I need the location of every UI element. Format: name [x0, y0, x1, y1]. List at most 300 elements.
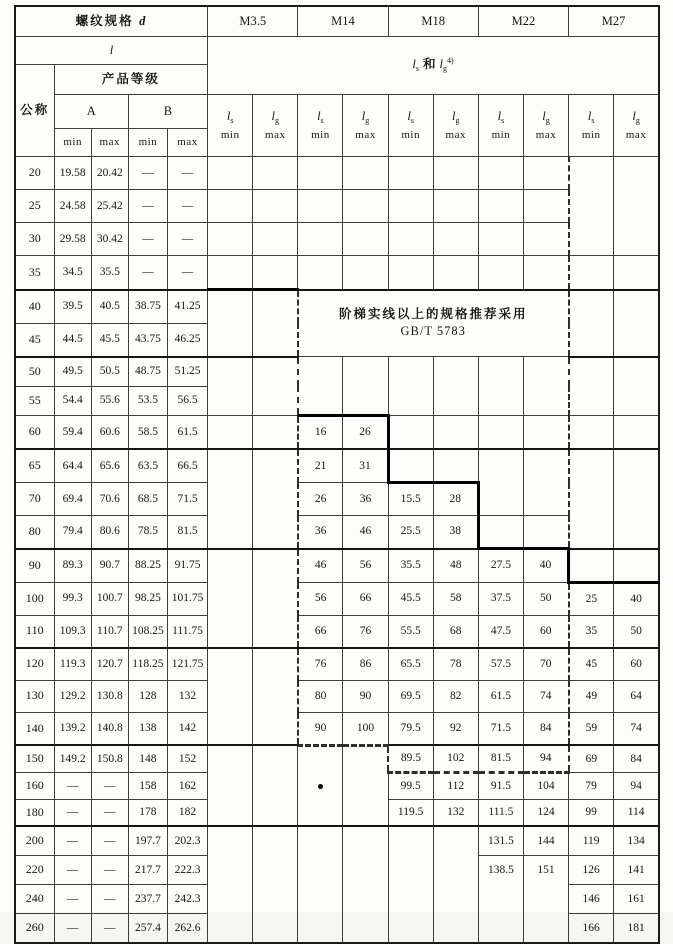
value-cell: — [128, 256, 167, 290]
value-cell [208, 223, 253, 256]
thread-spec-header [15, 6, 208, 37]
nominal-cell: 45 [15, 323, 54, 357]
note-cell [298, 290, 569, 357]
empty-cell [569, 449, 614, 483]
empty-cell [343, 745, 388, 773]
empty-cell [208, 914, 253, 944]
value-cell: 131.5 [478, 826, 523, 856]
empty-cell [478, 416, 523, 450]
value-cell: 152 [167, 745, 207, 773]
value-cell: 111.5 [478, 800, 523, 827]
value-cell: 110.7 [91, 615, 128, 648]
value-cell: — [91, 800, 128, 827]
subscript: g [443, 64, 448, 74]
value-cell: 197.7 [128, 826, 167, 856]
value-cell: 161 [614, 885, 659, 914]
empty-cell [253, 745, 298, 773]
value-cell: 222.3 [167, 856, 207, 885]
value-cell: 16 [298, 416, 343, 450]
l-symbol: l [407, 109, 411, 124]
value-cell: 80.6 [91, 516, 128, 549]
empty-cell [433, 826, 478, 856]
value-cell: 39.5 [54, 290, 91, 324]
empty-cell [388, 416, 433, 450]
empty-cell [388, 357, 433, 387]
empty-cell [298, 386, 343, 416]
length-symbol-header [15, 37, 208, 65]
minmax-label: min [491, 129, 511, 142]
value-cell: 158 [128, 773, 167, 800]
empty-cell [569, 386, 614, 416]
value-cell: 74 [614, 712, 659, 745]
value-cell: — [128, 223, 167, 256]
value-cell: 118.25 [128, 648, 167, 681]
empty-cell [523, 190, 568, 223]
value-cell: 25.5 [388, 516, 433, 549]
empty-cell [523, 416, 568, 450]
minmax-line [434, 127, 478, 144]
value-cell: 38 [433, 516, 478, 549]
value-cell: 20.42 [91, 157, 128, 190]
minmax-label: min [220, 129, 240, 142]
empty-cell [614, 483, 659, 516]
empty-cell [569, 416, 614, 450]
table-row [15, 615, 659, 648]
subscript: s [501, 116, 505, 126]
value-cell: 60 [523, 615, 568, 648]
value-cell: — [54, 885, 91, 914]
empty-cell [388, 386, 433, 416]
size-header [208, 6, 298, 37]
empty-cell [523, 157, 568, 190]
empty-cell [433, 223, 478, 256]
value-cell: 45.5 [91, 323, 128, 357]
value-cell: 30.42 [91, 223, 128, 256]
empty-cell [253, 914, 298, 944]
value-cell: — [91, 885, 128, 914]
empty-cell [478, 256, 523, 290]
value-cell: — [54, 914, 91, 944]
value-cell: 37.5 [478, 582, 523, 615]
empty-cell [433, 885, 478, 914]
empty-cell [433, 256, 478, 290]
ls-min-header [614, 95, 659, 157]
value-cell: 242.3 [167, 885, 207, 914]
size-label: M18 [421, 13, 446, 28]
empty-cell [343, 856, 388, 885]
empty-cell [298, 256, 343, 290]
value-cell: 78 [433, 648, 478, 681]
empty-cell [614, 516, 659, 549]
value-cell: 64.4 [54, 449, 91, 483]
value-cell: 140.8 [91, 712, 128, 745]
value-cell: 79.4 [54, 516, 91, 549]
nominal-cell: 25 [15, 190, 54, 223]
empty-cell [523, 223, 568, 256]
value-cell: — [54, 800, 91, 827]
empty-cell [478, 516, 523, 549]
empty-cell [208, 357, 253, 387]
symbol-line [524, 107, 568, 127]
value-cell: 78.5 [128, 516, 167, 549]
empty-cell [388, 914, 433, 944]
nominal-cell: 180 [15, 800, 54, 827]
minmax-label: min [311, 129, 330, 142]
minmax-label: max [355, 129, 376, 142]
empty-cell [569, 190, 614, 223]
empty-cell [253, 290, 298, 324]
value-cell: 44.5 [54, 323, 91, 357]
value-cell: 48.75 [128, 357, 167, 387]
l-symbol: l [587, 109, 592, 124]
empty-cell [298, 190, 343, 223]
empty-cell [298, 914, 343, 944]
value-cell: 134 [614, 826, 659, 856]
value-cell: — [167, 157, 207, 190]
empty-cell [523, 449, 568, 483]
value-cell: 81.5 [478, 745, 523, 773]
value-cell [208, 157, 253, 190]
empty-cell [343, 800, 388, 827]
empty-cell [208, 290, 253, 324]
value-cell: 100.7 [91, 582, 128, 615]
minmax-line [298, 127, 342, 144]
lg-symbol: l [439, 57, 444, 72]
value-cell: 138 [128, 712, 167, 745]
value-cell: 46 [298, 549, 343, 583]
table-row [15, 800, 659, 827]
value-cell: 56 [343, 549, 388, 583]
minmax-header [54, 129, 91, 157]
minmax-label: max [177, 136, 198, 149]
l-symbol: l [632, 109, 636, 124]
value-cell: 40 [614, 582, 659, 615]
empty-cell [569, 357, 614, 387]
empty-cell [208, 773, 253, 800]
value-cell: 148 [128, 745, 167, 773]
value-cell: 31 [343, 449, 388, 483]
value-cell: 21 [298, 449, 343, 483]
grade-header [54, 65, 207, 95]
empty-cell [298, 357, 343, 387]
empty-cell [523, 386, 568, 416]
ls-min-header [253, 95, 298, 157]
grade-col-header [128, 95, 207, 129]
value-cell: 29.58 [54, 223, 91, 256]
value-cell [253, 190, 298, 223]
empty-cell [614, 290, 659, 324]
minmax-label: max [625, 129, 647, 142]
value-cell: 108.25 [128, 615, 167, 648]
value-cell: 58 [433, 582, 478, 615]
l-symbol: l [452, 109, 456, 124]
value-cell: 66 [343, 582, 388, 615]
empty-cell [253, 800, 298, 827]
value-cell: 35.5 [388, 549, 433, 583]
symbol-line [343, 107, 387, 127]
empty-cell [253, 582, 298, 615]
empty-cell [208, 386, 253, 416]
value-cell: 68.5 [128, 483, 167, 516]
nominal-cell: 20 [15, 157, 54, 190]
empty-cell [343, 190, 388, 223]
nominal-cell: 260 [15, 914, 54, 944]
value-cell: 60.6 [91, 416, 128, 450]
empty-cell [614, 357, 659, 387]
value-cell: 61.5 [478, 680, 523, 712]
table-row [15, 712, 659, 745]
value-cell: 132 [167, 680, 207, 712]
minmax-header [167, 129, 207, 157]
value-cell: — [167, 223, 207, 256]
table-row [15, 885, 659, 914]
value-cell: 58.5 [128, 416, 167, 450]
value-cell: 74 [523, 680, 568, 712]
empty-cell [208, 800, 253, 827]
empty-cell [253, 483, 298, 516]
symbol-line [479, 107, 523, 127]
value-cell: — [167, 256, 207, 290]
empty-cell [253, 856, 298, 885]
value-cell: 86 [343, 648, 388, 681]
ls-lg-header [208, 37, 659, 95]
empty-cell [208, 615, 253, 648]
table-row [15, 549, 659, 583]
empty-cell [208, 745, 253, 773]
empty-cell [433, 449, 478, 483]
length-symbol: l [109, 42, 114, 57]
value-cell: 91.5 [478, 773, 523, 800]
empty-cell [253, 323, 298, 357]
empty-cell [614, 449, 659, 483]
value-cell: 71.5 [167, 483, 207, 516]
value-cell: 150.8 [91, 745, 128, 773]
empty-cell [614, 386, 659, 416]
grade-col-header [54, 95, 128, 129]
empty-cell [343, 885, 388, 914]
value-cell: 45.5 [388, 582, 433, 615]
ls-min-header [478, 95, 523, 157]
subscript: g [545, 116, 550, 126]
empty-cell [298, 157, 343, 190]
empty-cell [298, 826, 343, 856]
value-cell: 49.5 [54, 357, 91, 387]
empty-cell [208, 648, 253, 681]
ls-min-header [433, 95, 478, 157]
value-cell: 79 [569, 773, 614, 800]
value-cell: 94 [614, 773, 659, 800]
value-cell: 109.3 [54, 615, 91, 648]
value-cell: 90.7 [91, 549, 128, 583]
empty-cell [208, 885, 253, 914]
minmax-header [91, 129, 128, 157]
table-row [15, 856, 659, 885]
minmax-line [524, 127, 568, 144]
table-row [15, 157, 659, 190]
value-cell: 119.3 [54, 648, 91, 681]
empty-cell [343, 256, 388, 290]
value-cell: — [91, 914, 128, 944]
empty-cell [298, 223, 343, 256]
value-cell: 181 [614, 914, 659, 944]
ls-min-header [569, 95, 614, 157]
empty-cell [343, 773, 388, 800]
subscript: s [591, 116, 595, 126]
value-cell: 178 [128, 800, 167, 827]
value-cell: 68 [433, 615, 478, 648]
nominal-cell: 120 [15, 648, 54, 681]
empty-cell [478, 483, 523, 516]
value-cell: 50 [523, 582, 568, 615]
value-cell: 34.5 [54, 256, 91, 290]
table-row [15, 223, 659, 256]
table-row [15, 357, 659, 387]
bolt-length-table [14, 5, 660, 944]
empty-cell [388, 256, 433, 290]
value-cell: 56 [298, 582, 343, 615]
minmax-line [208, 127, 252, 144]
size-header [569, 6, 659, 37]
value-cell: 50 [614, 615, 659, 648]
size-label: M27 [601, 13, 626, 28]
minmax-label: min [581, 129, 601, 142]
size-header [298, 6, 388, 37]
minmax-label: min [63, 136, 82, 149]
value-cell: 162 [167, 773, 207, 800]
empty-cell [253, 615, 298, 648]
empty-cell [523, 256, 568, 290]
subscript: s [410, 116, 414, 126]
size-header [478, 6, 568, 37]
value-cell: 104 [523, 773, 568, 800]
empty-cell [208, 516, 253, 549]
nominal-cell: 130 [15, 680, 54, 712]
empty-cell [388, 856, 433, 885]
table-row [15, 648, 659, 681]
minmax-line [389, 127, 433, 144]
subscript: g [365, 116, 370, 126]
value-cell: 128 [128, 680, 167, 712]
symbol-line [434, 107, 478, 127]
nominal-cell: 160 [15, 773, 54, 800]
value-cell: 64 [614, 680, 659, 712]
ls-min-header [523, 95, 568, 157]
ls-min-header [343, 95, 388, 157]
value-cell: 63.5 [128, 449, 167, 483]
empty-cell [614, 223, 659, 256]
empty-cell [478, 449, 523, 483]
empty-cell [298, 885, 343, 914]
value-cell: 60 [614, 648, 659, 681]
nominal-cell: 40 [15, 290, 54, 324]
minmax-line [253, 127, 297, 144]
value-cell: 70.6 [91, 483, 128, 516]
value-cell: 27.5 [478, 549, 523, 583]
ls-symbol: l [412, 57, 416, 72]
empty-cell [478, 357, 523, 387]
nominal-cell: 65 [15, 449, 54, 483]
empty-cell [433, 190, 478, 223]
value-cell: 98.25 [128, 582, 167, 615]
value-cell: — [91, 826, 128, 856]
empty-cell [343, 357, 388, 387]
nominal-cell: 110 [15, 615, 54, 648]
value-cell: 26 [343, 416, 388, 450]
nominal-cell: 200 [15, 826, 54, 856]
table-row [15, 773, 659, 800]
nominal-cell: 90 [15, 549, 54, 583]
subscript: g [635, 116, 640, 126]
value-cell: 149.2 [54, 745, 91, 773]
value-cell [208, 256, 253, 290]
empty-cell [253, 712, 298, 745]
value-cell: 92 [433, 712, 478, 745]
value-cell: 217.7 [128, 856, 167, 885]
value-cell: 79.5 [388, 712, 433, 745]
empty-cell [343, 826, 388, 856]
empty-cell [253, 357, 298, 387]
nominal-cell: 220 [15, 856, 54, 885]
value-cell: 119.5 [388, 800, 433, 827]
table-row [15, 516, 659, 549]
value-cell: — [54, 773, 91, 800]
minmax-line [343, 127, 387, 144]
empty-cell [478, 885, 523, 914]
empty-cell [523, 885, 568, 914]
thread-spec-symbol: d [139, 13, 148, 28]
l-symbol: l [542, 109, 546, 124]
value-cell: 76 [343, 615, 388, 648]
value-cell: — [91, 773, 128, 800]
value-cell: 76 [298, 648, 343, 681]
value-cell: 28 [433, 483, 478, 516]
table-row [15, 483, 659, 516]
nominal-header [15, 65, 54, 157]
value-cell: 35 [569, 615, 614, 648]
minmax-line [479, 127, 523, 144]
value-cell: 40 [523, 549, 568, 583]
empty-cell [343, 914, 388, 944]
value-cell: 100 [343, 712, 388, 745]
value-cell: 90 [298, 712, 343, 745]
table-row [15, 582, 659, 615]
value-cell: 26 [298, 483, 343, 516]
empty-cell [614, 157, 659, 190]
grade-name: A [86, 103, 96, 118]
empty-cell [614, 549, 659, 583]
value-cell: 89.3 [54, 549, 91, 583]
value-cell: 114 [614, 800, 659, 827]
subscript: s [320, 116, 324, 126]
value-cell: 19.58 [54, 157, 91, 190]
value-cell: 99.5 [388, 773, 433, 800]
value-cell: 102 [433, 745, 478, 773]
nominal-cell: 30 [15, 223, 54, 256]
empty-cell [523, 483, 568, 516]
value-cell: 57.5 [478, 648, 523, 681]
value-cell: 35.5 [91, 256, 128, 290]
value-cell: 59 [569, 712, 614, 745]
empty-cell [298, 800, 343, 827]
empty-cell [478, 914, 523, 944]
value-cell: 55.5 [388, 615, 433, 648]
value-cell: 51.25 [167, 357, 207, 387]
value-cell: 119 [569, 826, 614, 856]
empty-cell [253, 549, 298, 583]
empty-cell [253, 416, 298, 450]
empty-cell [388, 826, 433, 856]
value-cell: 61.5 [167, 416, 207, 450]
